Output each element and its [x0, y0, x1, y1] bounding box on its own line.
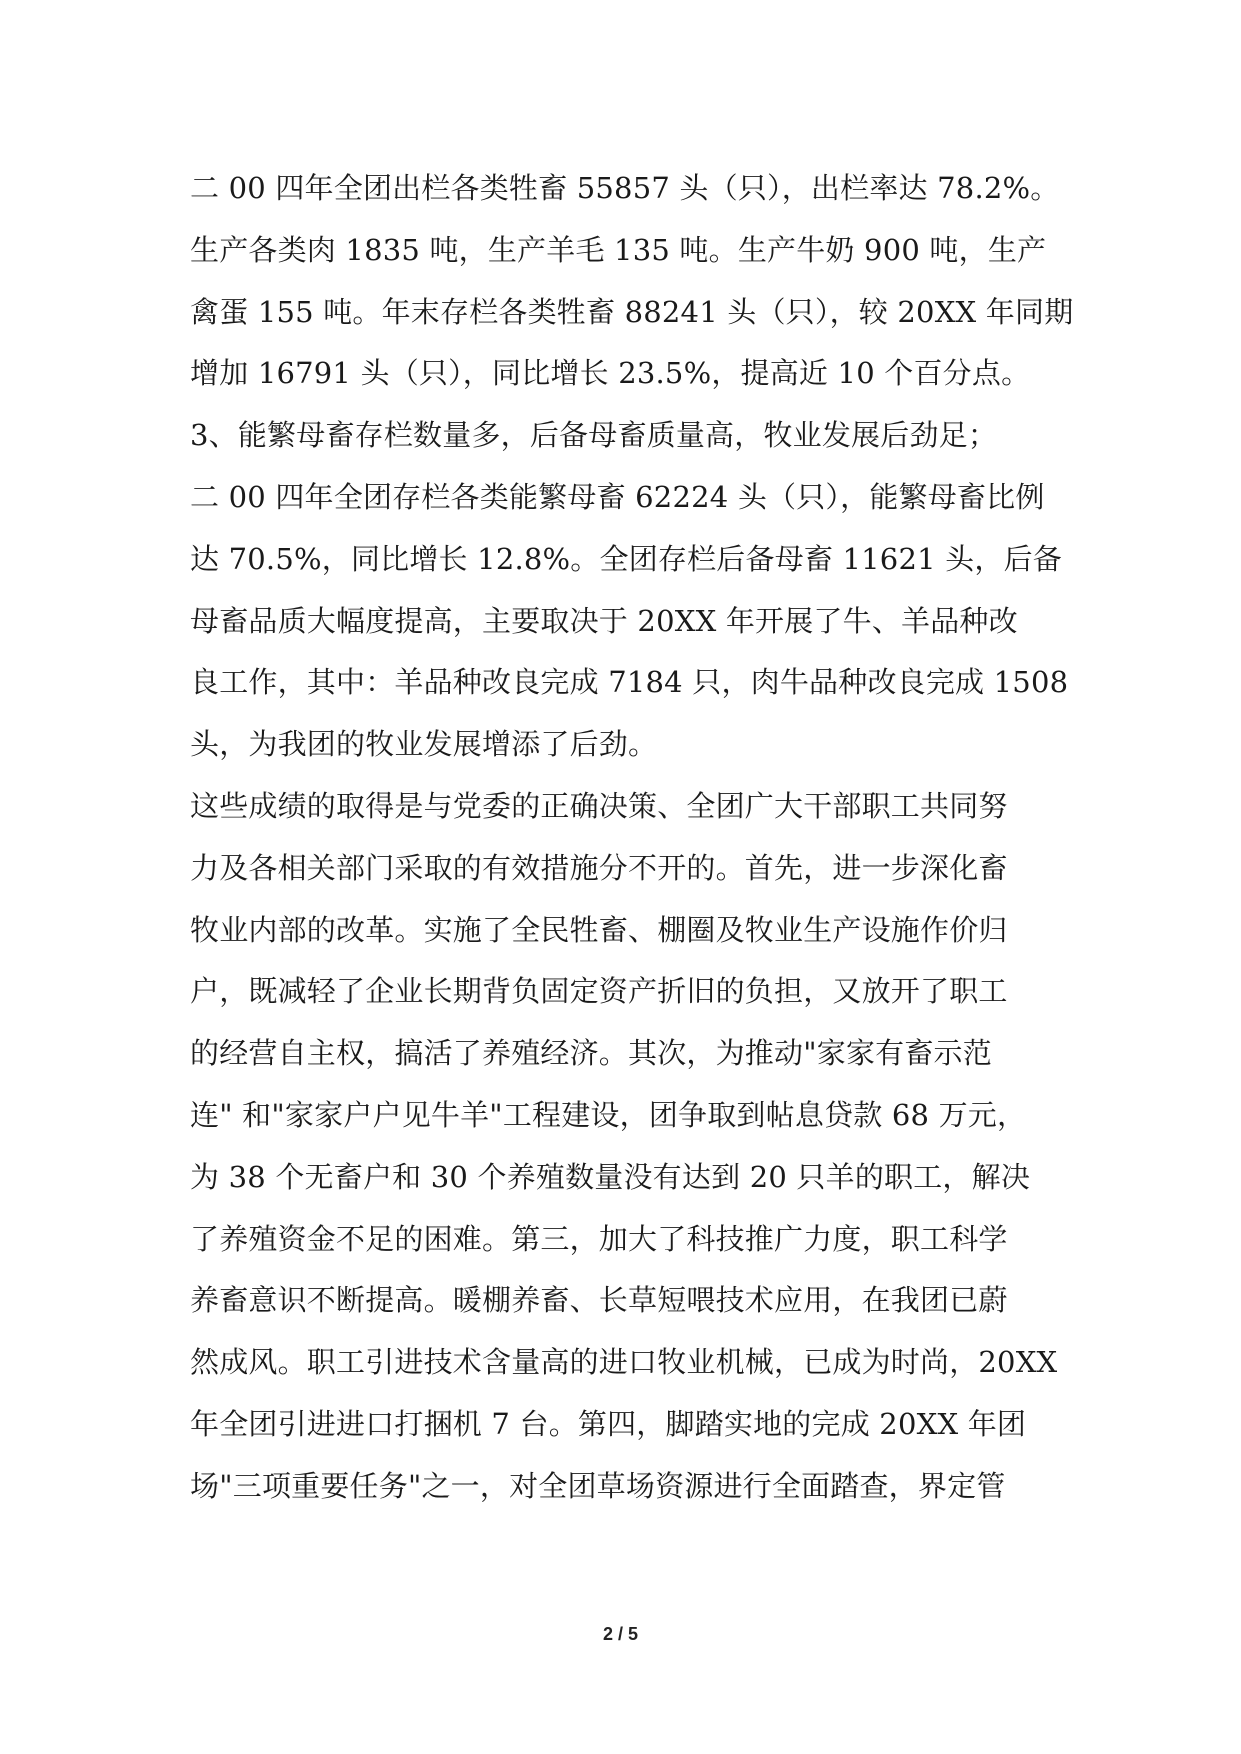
page-number: 2 / 5 — [602, 1624, 639, 1644]
text-line: 这些成绩的取得是与党委的正确决策、全团广大干部职工共同努 — [190, 788, 1008, 823]
text-line: 生产各类肉 1835 吨，生产羊毛 135 吨。生产牛奶 900 吨，生产 — [190, 232, 1047, 267]
text-line: 的经营自主权，搞活了养殖经济。其次，为推动"家家有畜示范 — [190, 1036, 992, 1071]
text-line: 3、能繁母畜存栏数量多，后备母畜质量高，牧业发展后劲足； — [190, 418, 998, 453]
text-line: 连" 和"家家户户见牛羊"工程建设，团争取到帖息贷款 68 万元， — [190, 1097, 1027, 1132]
text-line: 良工作，其中：羊品种改良完成 7184 只，肉牛品种改良完成 1508 — [190, 665, 1069, 700]
text-line: 然成风。职工引进技术含量高的进口牧业机械，已成为时尚，20XX — [190, 1345, 1058, 1380]
text-line: 年全团引进进口打捆机 7 台。第四，脚踏实地的完成 20XX 年团 — [190, 1406, 1027, 1441]
text-line: 头，为我团的牧业发展增添了后劲。 — [190, 727, 658, 762]
text-line: 了养殖资金不足的困难。第三，加大了科技推广力度，职工科学 — [190, 1221, 1008, 1256]
text-line: 二 00 四年全团存栏各类能繁母畜 62224 头（只），能繁母畜比例 — [190, 479, 1045, 514]
text-line: 二 00 四年全团出栏各类牲畜 55857 头（只），出栏率达 78.2%。 — [190, 171, 1060, 205]
text-line: 养畜意识不断提高。暖棚养畜、长草短喂技术应用，在我团已蔚 — [190, 1283, 1008, 1318]
text-line: 禽蛋 155 吨。年末存栏各类牲畜 88241 头（只），较 20XX 年同期 — [190, 294, 1074, 329]
text-line: 场"三项重要任务"之一，对全团草场资源进行全面踏查，界定管 — [190, 1468, 1006, 1503]
text-line: 为 38 个无畜户和 30 个养殖数量没有达到 20 只羊的职工，解决 — [190, 1159, 1031, 1194]
text-line: 力及各相关部门采取的有效措施分不开的。首先，进一步深化畜 — [190, 850, 1008, 885]
text-line: 户，既减轻了企业长期背负固定资产折旧的负担，又放开了职工 — [190, 974, 1008, 1009]
body-text — [190, 158, 1074, 1518]
text-line: 母畜品质大幅度提高，主要取决于 20XX 年开展了牛、羊品种改 — [190, 603, 1018, 638]
text-line: 牧业内部的改革。实施了全民牲畜、棚圈及牧业生产设施作价归 — [190, 912, 1008, 947]
text-line: 增加 16791 头（只），同比增长 23.5%，提高近 10 个百分点。 — [190, 356, 1031, 391]
text-line: 达 70.5%，同比增长 12.8%。全团存栏后备母畜 11621 头，后备 — [190, 541, 1062, 576]
